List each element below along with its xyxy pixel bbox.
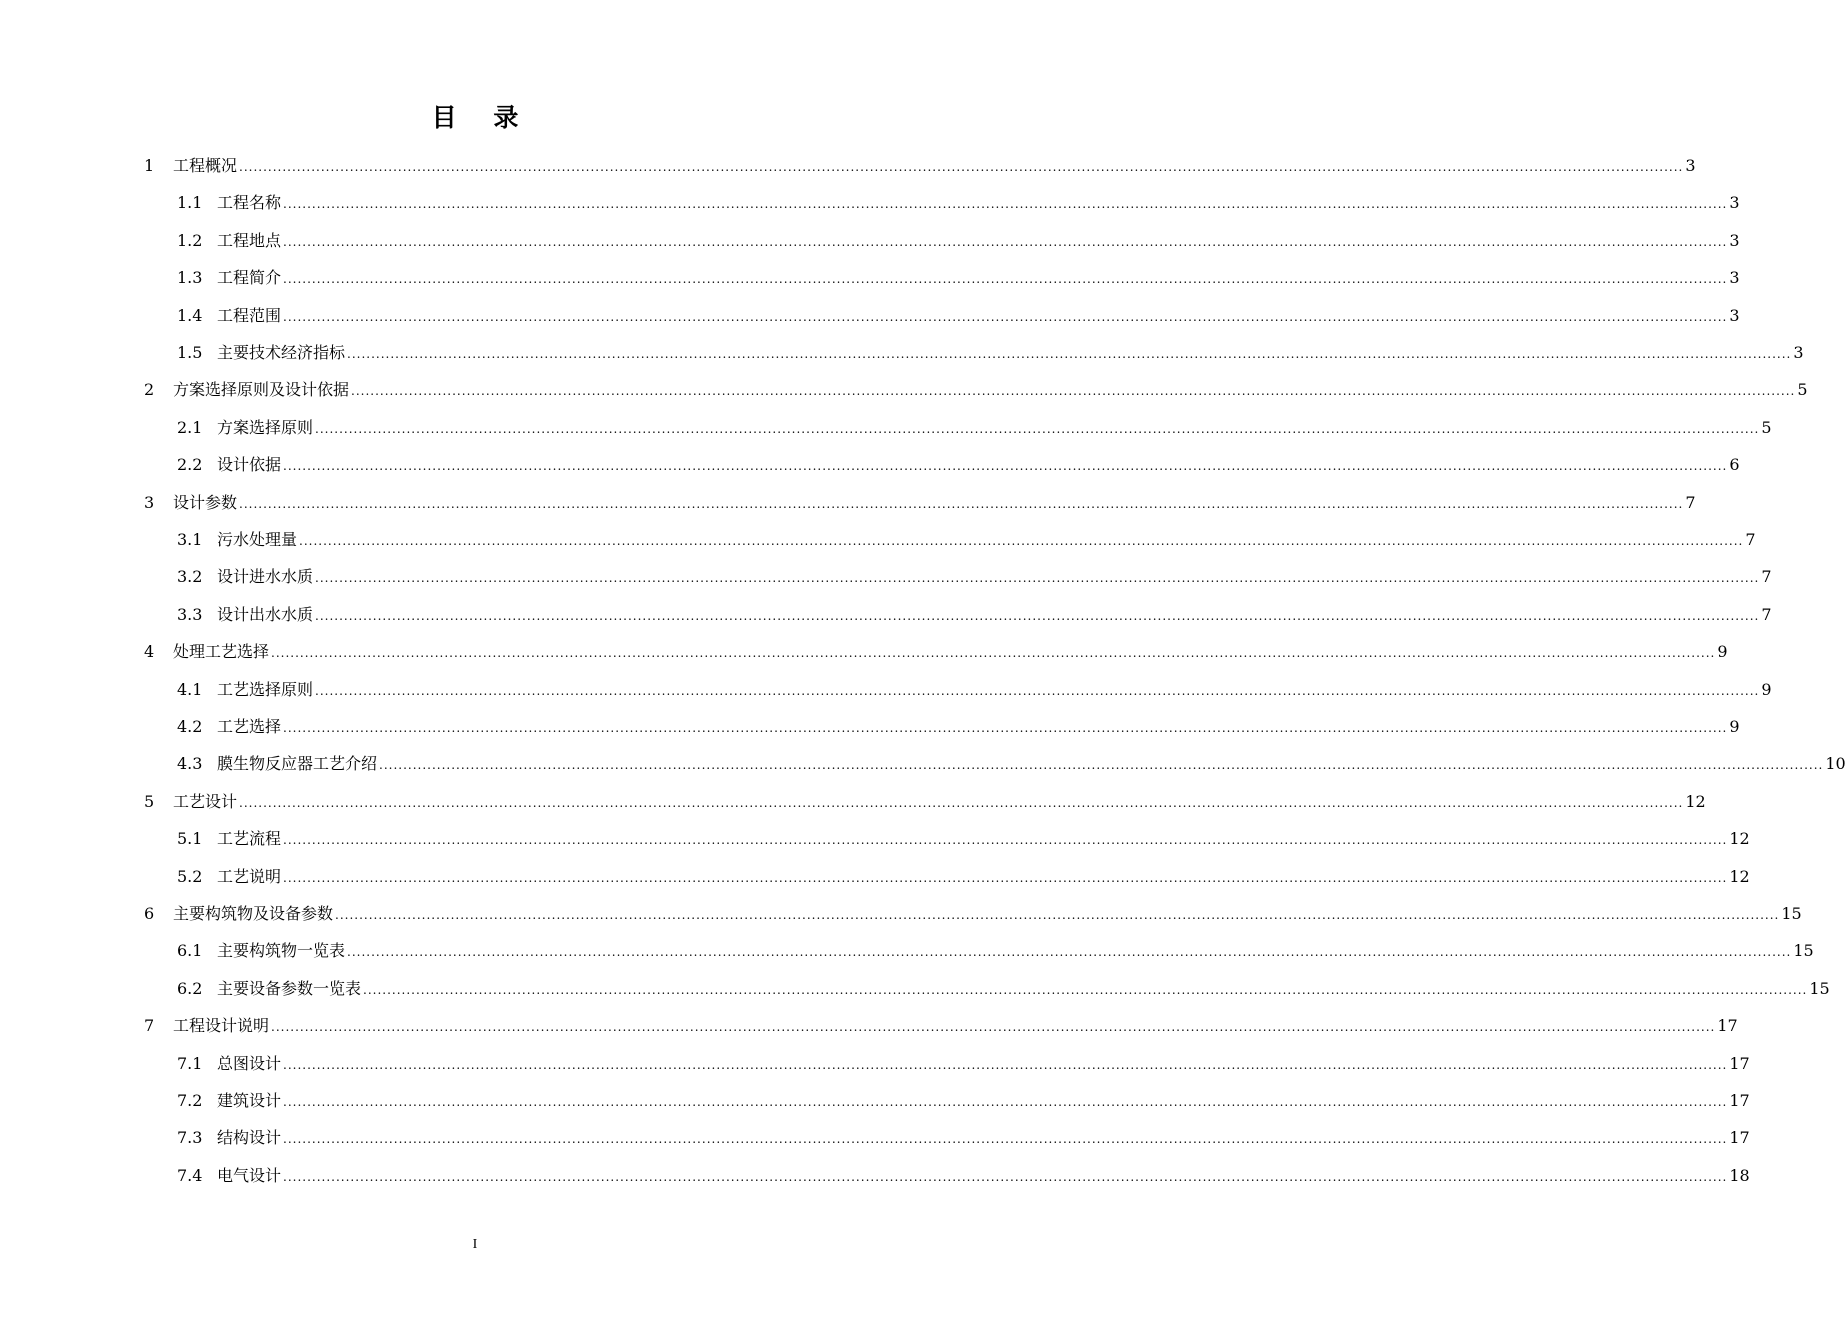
toc-dot-leader: ............................................................................................................................................................................................................................................................................................................ <box>283 1132 1728 1147</box>
toc-dot-leader: ............................................................................................................................................................................................................................................................................................................ <box>283 870 1728 885</box>
toc-dot-leader: ............................................................................................................................................................................................................................................................................................................ <box>271 646 1716 661</box>
toc-entry-page: 3 <box>1729 230 1740 250</box>
toc-entry-number: 3.3 <box>177 604 203 624</box>
toc-entry-number: 7.3 <box>177 1128 203 1148</box>
toc-entry-label: 处理工艺选择 <box>173 642 270 662</box>
toc-entry-number: 3.2 <box>177 567 203 587</box>
toc-entry[interactable] <box>177 303 1740 329</box>
toc-entry-label: 主要技术经济指标 <box>217 343 346 362</box>
toc-entry-number: 7.4 <box>177 1165 203 1185</box>
toc-dot-leader: ............................................................................................................................................................................................................................................................................................................ <box>283 1057 1728 1072</box>
toc-entry-label: 电气设计 <box>217 1165 282 1185</box>
toc-entry-label: 工艺设计 <box>173 791 238 811</box>
toc-dot-leader: ............................................................................................................................................................................................................................................................................................................ <box>363 982 1808 997</box>
toc-entry-number: 5.2 <box>177 866 203 886</box>
toc-entry-label: 工艺流程 <box>217 829 282 849</box>
toc-dot-leader: ............................................................................................................................................................................................................................................................................................................ <box>239 795 1684 810</box>
toc-entry[interactable] <box>177 1088 1750 1114</box>
toc-entry[interactable] <box>177 452 1740 478</box>
toc-entry-label: 设计参数 <box>173 492 238 512</box>
toc-dot-leader: ............................................................................................................................................................................................................................................................................................................ <box>283 833 1728 848</box>
toc-entry-page: 17 <box>1717 1016 1738 1036</box>
toc-entry-page: 9 <box>1729 717 1740 736</box>
toc-entry-number: 2.1 <box>177 417 203 437</box>
toc-entry-number: 4.3 <box>177 754 203 774</box>
toc-dot-leader: ............................................................................................................................................................................................................................................................................................................ <box>315 421 1760 436</box>
toc-entry-label: 污水处理量 <box>217 530 298 549</box>
toc-entry-number: 5 <box>144 791 155 811</box>
toc-entry-number: 1 <box>144 156 155 175</box>
toc-entry-page: 7 <box>1761 567 1772 587</box>
toc-entry-label: 工程地点 <box>217 230 282 250</box>
toc-entry-number: 7.1 <box>177 1053 203 1073</box>
toc-entry-label: 工程设计说明 <box>173 1016 270 1036</box>
toc-entry-number: 1.2 <box>177 230 203 250</box>
toc-entry-page: 5 <box>1761 417 1772 437</box>
toc-entry-number: 3 <box>144 492 155 512</box>
toc-entry-number: 6 <box>144 904 155 923</box>
toc-entry-page: 6 <box>1729 455 1740 475</box>
toc-entry-page: 15 <box>1809 978 1830 998</box>
toc-entry-label: 结构设计 <box>217 1128 282 1148</box>
toc-entry[interactable] <box>177 826 1750 852</box>
toc-entry-label: 方案选择原则 <box>217 417 314 437</box>
toc-entry-page: 3 <box>1729 193 1740 213</box>
toc-entry[interactable] <box>177 938 1814 964</box>
toc-entry[interactable] <box>177 677 1772 703</box>
toc-entry-label: 设计依据 <box>217 455 282 475</box>
toc-dot-leader: ............................................................................................................................................................................................................................................................................................................ <box>283 234 1728 249</box>
toc-entry[interactable] <box>177 564 1772 590</box>
toc-dot-leader: ............................................................................................................................................................................................................................................................................................................ <box>283 721 1728 735</box>
toc-entry-label: 主要构筑物及设备参数 <box>173 904 334 923</box>
toc-entry-label: 工程范围 <box>217 305 282 325</box>
toc-entry-page: 7 <box>1745 530 1756 549</box>
toc-entry-label: 建筑设计 <box>217 1091 282 1110</box>
toc-entry-label: 膜生物反应器工艺介绍 <box>217 754 378 774</box>
toc-entry-number: 1.5 <box>177 343 203 362</box>
toc-entry-page: 9 <box>1717 642 1728 662</box>
toc-entry-page: 15 <box>1781 904 1802 923</box>
toc-dot-leader: ............................................................................................................................................................................................................................................................................................................ <box>283 459 1728 474</box>
toc-entry-number: 6.2 <box>177 978 203 998</box>
toc-entry-number: 4.1 <box>177 679 203 699</box>
toc-entry[interactable] <box>177 1125 1750 1151</box>
toc-entry[interactable] <box>144 901 1802 927</box>
toc-entry-page: 9 <box>1761 679 1772 699</box>
page-title: 目 录 <box>431 103 533 132</box>
toc-entry[interactable] <box>177 602 1772 628</box>
toc-entry[interactable] <box>177 415 1772 441</box>
page-number: I <box>472 1237 478 1252</box>
toc-entry-label: 设计出水水质 <box>217 604 314 624</box>
toc-entry-number: 7 <box>144 1016 155 1036</box>
toc-entry-label: 工艺选择原则 <box>217 679 314 699</box>
toc-entry-page: 5 <box>1797 380 1808 400</box>
toc-entry[interactable] <box>144 639 1728 665</box>
toc-dot-leader: ............................................................................................................................................................................................................................................................................................................ <box>299 534 1744 548</box>
toc-entry-label: 工艺说明 <box>217 866 282 886</box>
toc-entry-page: 10 <box>1825 754 1846 774</box>
toc-entry-number: 2.2 <box>177 455 203 475</box>
toc-entry[interactable] <box>177 1051 1750 1077</box>
toc-entry[interactable] <box>177 1163 1750 1189</box>
toc-entry-label: 方案选择原则及设计依据 <box>173 380 350 400</box>
toc-entry-label: 工艺选择 <box>217 717 282 736</box>
toc-entry[interactable] <box>177 751 1846 777</box>
toc-entry[interactable] <box>177 714 1740 740</box>
toc-entry[interactable] <box>144 153 1696 179</box>
toc-dot-leader: ............................................................................................................................................................................................................................................................................................................ <box>239 496 1684 511</box>
toc-entry[interactable] <box>144 1013 1738 1039</box>
toc-entry-page: 15 <box>1793 941 1814 961</box>
toc-entry-number: 2 <box>144 380 155 400</box>
toc-dot-leader: ............................................................................................................................................................................................................................................................................................................ <box>283 272 1728 287</box>
toc-dot-leader: ............................................................................................................................................................................................................................................................................................................ <box>283 1169 1728 1184</box>
toc-entry-number: 3.1 <box>177 530 203 549</box>
toc-entry-page: 12 <box>1729 866 1750 886</box>
toc-dot-leader: ............................................................................................................................................................................................................................................................................................................ <box>283 309 1728 324</box>
toc-entry-page: 18 <box>1729 1165 1750 1185</box>
toc-entry-number: 7.2 <box>177 1091 203 1110</box>
toc-entry-number: 4 <box>144 642 155 662</box>
toc-entry[interactable] <box>177 340 1804 366</box>
toc-entry[interactable] <box>144 490 1696 516</box>
toc-dot-leader: ............................................................................................................................................................................................................................................................................................................ <box>335 908 1780 922</box>
toc-dot-leader: ............................................................................................................................................................................................................................................................................................................ <box>315 683 1760 698</box>
toc-entry-number: 6.1 <box>177 941 203 961</box>
toc-dot-leader: ............................................................................................................................................................................................................................................................................................................ <box>347 945 1792 960</box>
toc-entry-number: 1.3 <box>177 268 203 288</box>
toc-entry[interactable] <box>177 527 1756 553</box>
toc-dot-leader: ............................................................................................................................................................................................................................................................................................................ <box>283 1095 1728 1109</box>
toc-entry[interactable] <box>144 377 1808 403</box>
toc-entry-label: 设计进水水质 <box>217 567 314 587</box>
toc-entry-page: 7 <box>1685 492 1696 512</box>
toc-dot-leader: ............................................................................................................................................................................................................................................................................................................ <box>271 1020 1716 1035</box>
toc-entry-page: 3 <box>1729 268 1740 288</box>
toc-entry[interactable] <box>177 228 1740 254</box>
toc-entry-label: 总图设计 <box>217 1053 282 1073</box>
toc-entry-number: 1.1 <box>177 193 203 213</box>
toc-entry-page: 7 <box>1761 604 1772 624</box>
toc-entry-number: 1.4 <box>177 305 203 325</box>
toc-entry[interactable] <box>177 190 1740 216</box>
toc-entry[interactable] <box>177 976 1830 1002</box>
toc-entry[interactable] <box>177 864 1750 890</box>
toc-entry-label: 工程名称 <box>217 193 282 213</box>
toc-dot-leader: ............................................................................................................................................................................................................................................................................................................ <box>379 758 1824 773</box>
toc-entry[interactable] <box>177 265 1740 291</box>
toc-entry[interactable] <box>144 789 1706 815</box>
toc-entry-page: 17 <box>1729 1128 1750 1148</box>
toc-dot-leader: ............................................................................................................................................................................................................................................................................................................ <box>315 571 1760 586</box>
toc-entry-page: 12 <box>1685 791 1706 811</box>
toc-entry-label: 工程概况 <box>173 156 238 175</box>
toc-entry-page: 3 <box>1729 305 1740 325</box>
toc-entry-number: 4.2 <box>177 717 203 736</box>
toc-dot-leader: ............................................................................................................................................................................................................................................................................................................ <box>315 608 1760 623</box>
toc-entry-page: 3 <box>1793 343 1804 362</box>
toc-entry-page: 17 <box>1729 1053 1750 1073</box>
toc-entry-page: 17 <box>1729 1091 1750 1110</box>
toc-entry-label: 工程简介 <box>217 268 282 288</box>
toc-dot-leader: ............................................................................................................................................................................................................................................................................................................ <box>347 347 1792 361</box>
toc-dot-leader: ............................................................................................................................................................................................................................................................................................................ <box>283 197 1728 212</box>
toc-entry-label: 主要构筑物一览表 <box>217 941 346 961</box>
toc-entry-label: 主要设备参数一览表 <box>217 978 362 998</box>
toc-entry-page: 3 <box>1685 156 1696 175</box>
toc-dot-leader: ............................................................................................................................................................................................................................................................................................................ <box>351 384 1796 399</box>
toc-entry-number: 5.1 <box>177 829 203 849</box>
toc-dot-leader: ............................................................................................................................................................................................................................................................................................................ <box>239 160 1684 174</box>
toc-entry-page: 12 <box>1729 829 1750 849</box>
